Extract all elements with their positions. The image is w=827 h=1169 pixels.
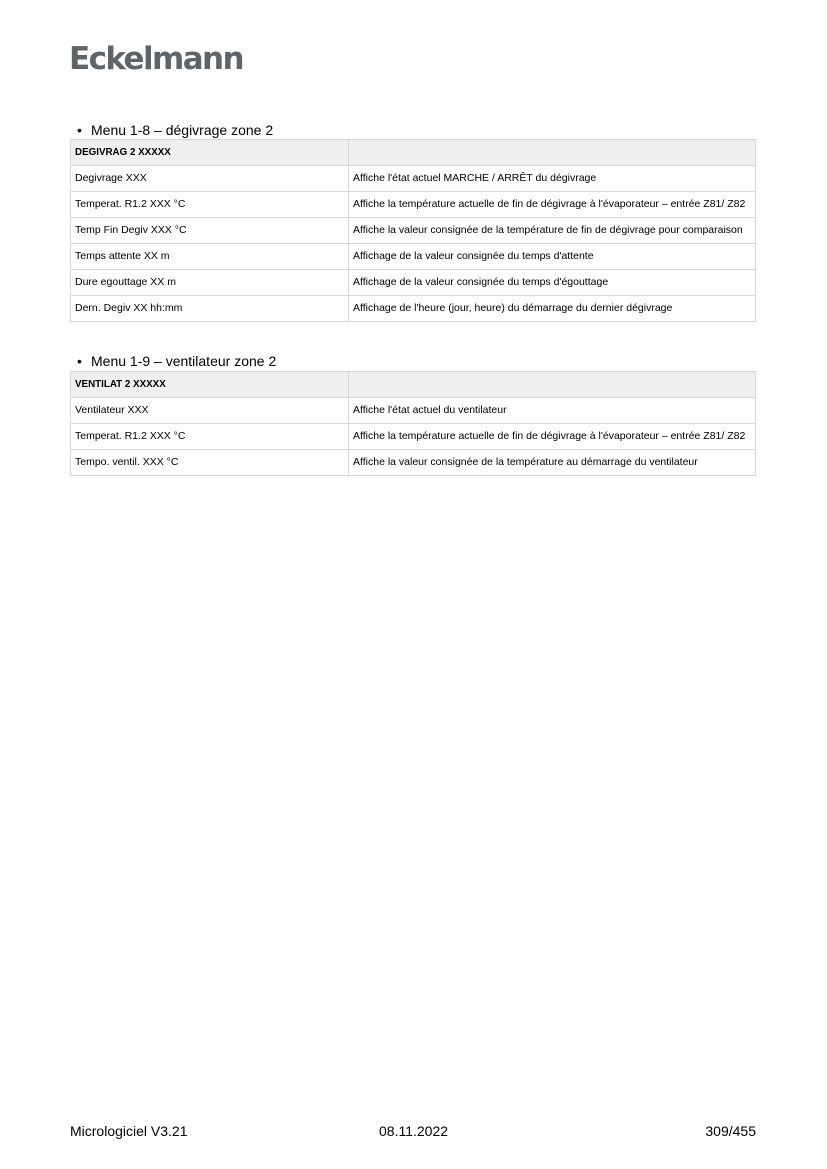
bullet-icon: •: [77, 122, 82, 138]
table-row: [71, 218, 756, 244]
table-ventilateur-zone-2: [70, 371, 756, 476]
parameter-cell: Temperat. R1.2 XXX °C: [71, 424, 349, 450]
parameter-cell: Temperat. R1.2 XXX °C: [71, 192, 349, 218]
description-cell: Affichage de la valeur consignée du temps d'attente: [349, 244, 756, 270]
table-row: [71, 424, 756, 450]
section-title-text: Menu 1-9 – ventilateur zone 2: [91, 353, 277, 369]
description-cell: Affiche la valeur consignée de la température au démarrage du ventilateur: [349, 450, 756, 476]
table-header-cell: [349, 372, 756, 398]
parameter-cell: Degivrage XXX: [71, 166, 349, 192]
table-row: [71, 296, 756, 322]
footer-page-number: 309/455: [705, 1123, 756, 1139]
description-cell: Affiche la valeur consignée de la température de fin de dégivrage pour comparaison: [349, 218, 756, 244]
parameter-cell: Dern. Degiv XX hh:mm: [71, 296, 349, 322]
table-degivrage-zone-2: [70, 139, 756, 322]
parameter-cell: Dure egouttage XX m: [71, 270, 349, 296]
description-cell: Affiche la température actuelle de fin de dégivrage à l'évaporateur – entrée Z81/ Z82: [349, 192, 756, 218]
section-title-menu-1-8: [77, 121, 273, 139]
description-cell: Affiche l'état actuel MARCHE / ARRÊT du dégivrage: [349, 166, 756, 192]
table-header-cell: DEGIVRAG 2 XXXXX: [71, 140, 349, 166]
parameter-cell: Ventilateur XXX: [71, 398, 349, 424]
table-row: [71, 166, 756, 192]
parameter-cell: Temp Fin Degiv XXX °C: [71, 218, 349, 244]
parameter-cell: Tempo. ventil. XXX °C: [71, 450, 349, 476]
footer-firmware-version: Micrologiciel V3.21: [70, 1123, 188, 1139]
table-row: [71, 270, 756, 296]
table-header-cell: VENTILAT 2 XXXXX: [71, 372, 349, 398]
table-row: [71, 398, 756, 424]
bullet-icon: •: [77, 353, 82, 369]
table-row: [71, 450, 756, 476]
table-row: [71, 244, 756, 270]
description-cell: Affiche l'état actuel du ventilateur: [349, 398, 756, 424]
description-cell: Affiche la température actuelle de fin de dégivrage à l'évaporateur – entrée Z81/ Z82: [349, 424, 756, 450]
section-title-menu-1-9: [77, 352, 276, 370]
company-logo: Eckelmann: [69, 41, 243, 77]
footer-date: 08.11.2022: [379, 1123, 449, 1139]
description-cell: Affichage de l'heure (jour, heure) du démarrage du dernier dégivrage: [349, 296, 756, 322]
table-row: [71, 192, 756, 218]
description-cell: Affichage de la valeur consignée du temps d'égouttage: [349, 270, 756, 296]
table-header-row: [71, 140, 756, 166]
parameter-cell: Temps attente XX m: [71, 244, 349, 270]
section-title-text: Menu 1-8 – dégivrage zone 2: [91, 122, 274, 138]
table-header-row: [71, 372, 756, 398]
table-header-cell: [349, 140, 756, 166]
